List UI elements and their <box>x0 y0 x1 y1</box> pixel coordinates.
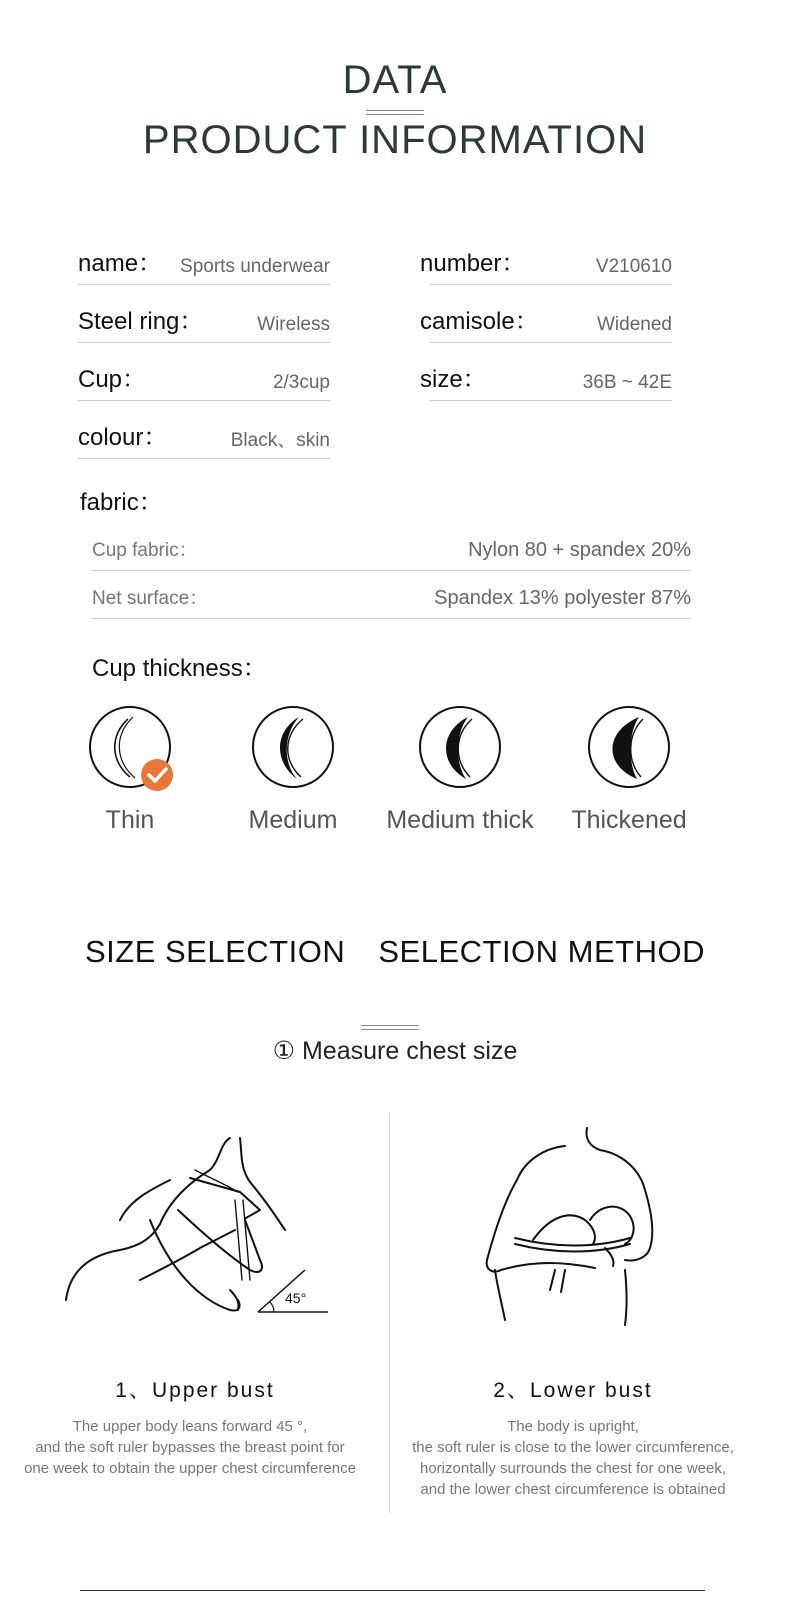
lower-bust-line: the soft ruler is close to the lower circumference, <box>412 1439 734 1456</box>
spec-camisole-value: Widened <box>597 314 672 335</box>
fabric-row-net <box>92 576 691 619</box>
spec-camisole-label: camisole： <box>420 308 539 335</box>
size-heading-divider <box>361 1025 419 1030</box>
lower-bust-line: The body is upright, <box>507 1418 639 1435</box>
upper-bust-line: one week to obtain the upper chest circumference <box>24 1460 356 1477</box>
thickness-option-medium-thick[interactable]: Medium thick <box>386 806 534 834</box>
spec-number-label: number： <box>420 250 526 277</box>
angle-label: 45° <box>285 1290 307 1306</box>
thickness-option-medium[interactable]: Medium <box>248 806 338 834</box>
spec-steel-ring-label: Steel ring： <box>78 308 204 335</box>
upper-bust-line: and the soft ruler bypasses the breast point for <box>35 1439 345 1456</box>
spec-size-underline <box>430 400 672 401</box>
bottom-divider <box>80 1590 705 1591</box>
size-selection-heading <box>0 934 790 970</box>
lower-bust-line: and the lower chest circumference is obtained <box>420 1481 726 1498</box>
spec-colour-label: colour： <box>78 424 168 451</box>
spec-camisole-underline <box>430 342 672 343</box>
lower-bust-line: horizontally surrounds the chest for one week, <box>420 1460 726 1477</box>
spec-name-row <box>78 250 330 285</box>
upper-bust-description <box>0 1416 385 1479</box>
thickness-option-thin[interactable]: Thin <box>105 806 155 834</box>
upper-bust-line: The upper body leans forward 45 °, <box>72 1418 308 1435</box>
measure-step-heading: ① Measure chest size <box>272 1037 518 1065</box>
spec-cup-label: Cup： <box>78 366 147 393</box>
fabric-net-label: Net surface： <box>92 588 209 609</box>
fabric-row-cup <box>92 528 691 571</box>
product-information-heading: PRODUCT INFORMATION <box>142 118 648 162</box>
spec-cup-row <box>78 366 330 401</box>
spec-colour-value: Black、skin <box>230 430 330 451</box>
medium-thick-cup-icon <box>418 705 502 789</box>
spec-name-value: Sports underwear <box>180 256 330 277</box>
upper-bust-title: 1、Upper bust <box>115 1379 275 1402</box>
spec-steel-ring-row <box>78 308 330 343</box>
size-selection-title: SIZE SELECTION <box>84 934 346 969</box>
lower-bust-description <box>378 1416 768 1500</box>
data-heading: DATA <box>342 58 448 102</box>
spec-cup-value: 2/3cup <box>272 372 330 393</box>
lower-bust-title: 2、Lower bust <box>493 1379 653 1402</box>
spec-number-row <box>420 250 672 284</box>
fabric-cup-value: Nylon 80 + spandex 20% <box>468 539 691 561</box>
spec-name-label: name： <box>78 250 163 277</box>
thickened-cup-icon <box>587 705 671 789</box>
spec-number-underline <box>430 284 672 285</box>
spec-size-value: 36B ~ 42E <box>582 372 672 393</box>
lower-bust-illustration <box>455 1120 675 1330</box>
medium-cup-icon <box>251 705 335 789</box>
spec-camisole-row <box>420 308 672 342</box>
selection-method-title: SELECTION METHOD <box>378 934 705 969</box>
heading-divider <box>366 110 424 115</box>
cup-thickness-heading: Cup thickness： <box>92 655 267 682</box>
spec-number-value: V210610 <box>595 256 672 277</box>
thickness-option-thickened[interactable]: Thickened <box>571 806 687 834</box>
fabric-net-value: Spandex 13% polyester 87% <box>434 587 691 609</box>
spec-size-label: size： <box>420 366 487 393</box>
selected-check-icon <box>140 758 174 792</box>
upper-bust-illustration <box>60 1120 350 1330</box>
spec-colour-row <box>78 424 330 459</box>
fabric-heading: fabric： <box>80 489 163 516</box>
fabric-cup-label: Cup fabric： <box>92 540 198 561</box>
spec-size-row <box>420 366 672 400</box>
spec-steel-ring-value: Wireless <box>257 314 330 335</box>
